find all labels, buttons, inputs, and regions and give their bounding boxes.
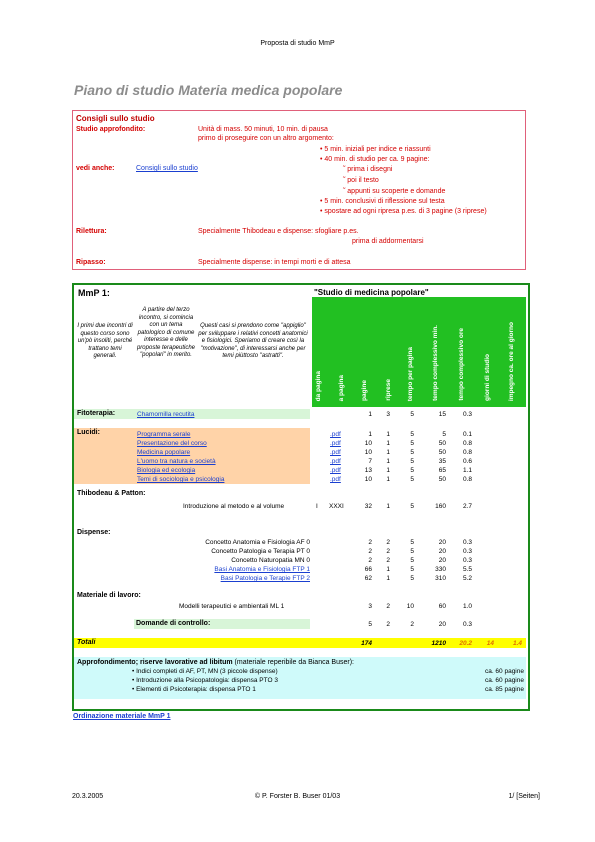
fitoterapia-val-1: 3	[386, 411, 390, 418]
col-tempo-min: tempo complessivo min.	[432, 325, 439, 401]
approf-pages: ca. 60 pagine	[484, 668, 524, 675]
dispense-1-val-2: 5	[410, 548, 414, 555]
lucidi-3-val-2: 5	[410, 458, 414, 465]
materiale-val-0: 3	[368, 603, 372, 610]
dispense-4-val-0: 62	[364, 575, 372, 582]
lucidi-1-val-3: 50	[438, 440, 446, 447]
thibodeau-val-2: 5	[410, 503, 414, 510]
col-da-pagina: da pagina	[315, 370, 322, 401]
dispense-2-val-3: 20	[438, 557, 446, 564]
intro-text-3: Questi casi si prendono come "appiglio" per sviluppare i relativi concetti anatomici e fisiologici. Speriamo di creare così la "motivazione", di interessarsi anche per temi piùttosto "astratti".	[198, 323, 308, 359]
intro-text-2: A partire del terzo incontro, si comincia con un tema patologico di comune interesse e delle proposte terapeutiche "popolari" in merito.	[136, 307, 196, 358]
lucidi-pdf-link[interactable]: .pdf	[330, 431, 341, 438]
sub-1: ˜ prima i disegni	[343, 166, 393, 173]
fitoterapia-val-4: 0.3	[462, 411, 472, 418]
lucidi-2-val-4: 0.8	[462, 449, 472, 456]
col-impegno: impegno ca. ore al giorno	[508, 321, 515, 401]
fitoterapia-val-3: 15	[438, 411, 446, 418]
vedi-label: vedi anche:	[76, 165, 115, 172]
ripasso-label: Ripasso:	[76, 259, 106, 266]
lucidi-0-val-1: 1	[386, 431, 390, 438]
lucidi-2-val-1: 1	[386, 449, 390, 456]
lucidi-3-val-1: 1	[386, 458, 390, 465]
totali-impegno: 1.4	[512, 640, 522, 647]
thibodeau-val-3: 160	[435, 503, 446, 510]
sub-3: ˜ appunti su scoperte e domande	[343, 188, 446, 195]
lucidi-item[interactable]: Programma serale	[137, 431, 191, 438]
col-riprese: riprese	[385, 379, 392, 401]
dispense-2-val-2: 5	[410, 557, 414, 564]
lucidi-2-val-3: 50	[438, 449, 446, 456]
lucidi-2-val-0: 10	[364, 449, 372, 456]
lucidi-5-val-1: 1	[386, 476, 390, 483]
mmp-title: MmP 1:	[78, 288, 110, 298]
fitoterapia-val-0: 1	[368, 411, 372, 418]
studio-line-1: Unità di mass. 50 minuti, 10 min. di pausa	[198, 126, 328, 133]
dispense-3-val-4: 5.5	[462, 566, 472, 573]
bullet-3: • 5 min. conclusivi di riflessione sul testa	[320, 198, 445, 205]
domande-val-4: 0.3	[462, 621, 472, 628]
footer-copyright: © P. Forster B. Buser 01/03	[254, 793, 341, 800]
lucidi-5-val-2: 5	[410, 476, 414, 483]
dispense-4-val-3: 310	[435, 575, 446, 582]
lucidi-5-val-0: 10	[364, 476, 372, 483]
domande-label: Domande di controllo:	[136, 620, 211, 627]
dispense-1-val-0: 2	[368, 548, 372, 555]
dispense-item[interactable]: Basi Anatomia e Fisiologia FTP 1	[214, 566, 310, 573]
materiale-val-2: 10	[406, 603, 414, 610]
thibodeau-val-4: 2.7	[462, 503, 472, 510]
dispense-label: Dispense:	[77, 529, 111, 536]
materiale-val-4: 1.0	[462, 603, 472, 610]
materiale-val-1: 2	[386, 603, 390, 610]
dispense-0-val-0: 2	[368, 539, 372, 546]
dispense-4-val-4: 5.2	[462, 575, 472, 582]
lucidi-0-val-4: 0.1	[462, 431, 472, 438]
lucidi-item[interactable]: Biologia ed ecologia	[137, 467, 196, 474]
dispense-0-val-1: 2	[386, 539, 390, 546]
dispense-item: Concetto Patologia e Terapia PT 0	[211, 548, 310, 555]
mmp-box	[72, 283, 530, 711]
dispense-2-val-1: 2	[386, 557, 390, 564]
mmp-subtitle: "Studio di medicina popolare"	[314, 288, 429, 297]
intro-text-1: I primi due incontri di questo corso sono un'pò insoliti, perché trattano temi generali.	[77, 323, 133, 359]
rilettura-text-2: prima di addormentarsi	[352, 238, 424, 245]
approf-pages: ca. 60 pagine	[484, 677, 524, 684]
dispense-1-val-4: 0.3	[462, 548, 472, 555]
studio-line-2: primo di proseguire con un altro argomento:	[198, 135, 334, 142]
col-giorni: giorni di studio	[484, 354, 491, 401]
thibodeau-to: XXXI	[329, 503, 344, 510]
page-title: Piano di studio Materia medica popolare	[74, 82, 343, 98]
dispense-3-val-2: 5	[410, 566, 414, 573]
dispense-3-val-0: 66	[364, 566, 372, 573]
sub-2: ˜ poi il testo	[343, 177, 379, 184]
dispense-3-val-3: 330	[435, 566, 446, 573]
dispense-1-val-1: 2	[386, 548, 390, 555]
domande-val-0: 5	[368, 621, 372, 628]
lucidi-3-val-3: 35	[438, 458, 446, 465]
lucidi-5-val-3: 50	[438, 476, 446, 483]
dispense-2-val-0: 2	[368, 557, 372, 564]
consigli-box	[72, 110, 526, 270]
thibodeau-label: Thibodeau & Patton:	[77, 490, 146, 497]
col-pagine: pagine	[361, 380, 368, 401]
order-link[interactable]: Ordinazione materiale MmP 1	[73, 713, 171, 720]
lucidi-4-val-1: 1	[386, 467, 390, 474]
lucidi-pdf-link[interactable]: .pdf	[330, 440, 341, 447]
materiale-item: Modelli terapeutici e ambientali ML 1	[179, 603, 285, 610]
dispense-item[interactable]: Basi Patologia e Terapie FTP 2	[220, 575, 310, 582]
lucidi-3-val-4: 0.6	[462, 458, 472, 465]
lucidi-4-val-4: 1.1	[462, 467, 472, 474]
totali-ore: 20.2	[459, 640, 472, 647]
lucidi-4-val-3: 65	[438, 467, 446, 474]
rilettura-text: Specialmente Thibodeau e dispense: sfogliare p.es.	[198, 228, 359, 235]
lucidi-1-val-0: 10	[364, 440, 372, 447]
thibodeau-from: I	[316, 503, 318, 510]
lucidi-label: Lucidi:	[77, 429, 100, 436]
lucidi-item[interactable]: Medicina popolare	[137, 449, 191, 456]
dispense-3-val-1: 1	[386, 566, 390, 573]
approf-item: • Introduzione alla Psicopatologia: dispensa PTO 3	[132, 677, 278, 684]
studio-label: Studio approfondito:	[76, 126, 146, 133]
lucidi-2-val-2: 5	[410, 449, 414, 456]
totali-label: Totali	[77, 639, 96, 646]
bullet-2: • 40 min. di studio per ca. 9 pagine:	[320, 156, 430, 163]
dispense-2-val-4: 0.3	[462, 557, 472, 564]
lucidi-1-val-4: 0.8	[462, 440, 472, 447]
dispense-0-val-2: 5	[410, 539, 414, 546]
lucidi-pdf-link[interactable]: .pdf	[330, 467, 341, 474]
dispense-0-val-4: 0.3	[462, 539, 472, 546]
lucidi-0-val-3: 5	[442, 431, 446, 438]
dispense-1-val-3: 20	[438, 548, 446, 555]
fitoterapia-label: Fitoterapia:	[77, 410, 116, 417]
domande-val-3: 20	[438, 621, 446, 628]
ripasso-text: Specialmente dispense: in tempi morti e di attesa	[198, 259, 351, 266]
page-header: Proposta di studio MmP	[260, 40, 335, 47]
domande-val-2: 2	[410, 621, 414, 628]
thibodeau-val-0: 32	[364, 503, 372, 510]
column-headers	[312, 297, 526, 407]
thibodeau-item: Introduzione al metodo e al volume	[183, 503, 285, 510]
lucidi-4-val-0: 13	[364, 467, 372, 474]
approf-pages: ca. 85 pagine	[484, 686, 524, 693]
dispense-item: Concetto Naturopatia MN 0	[231, 557, 310, 564]
approf-item: • Indici completi di AF, PT, MN (3 piccole dispense)	[132, 668, 278, 675]
thibodeau-val-1: 1	[386, 503, 390, 510]
materiale-val-3: 60	[438, 603, 446, 610]
col-tempo-pagina: tempo per pagina	[407, 346, 414, 401]
lucidi-3-val-0: 7	[368, 458, 372, 465]
totali-giorni: 14	[486, 640, 494, 647]
lucidi-item[interactable]: L'uomo tra natura e società	[137, 458, 216, 465]
materiale-label: Materiale di lavoro:	[77, 592, 141, 599]
approf-title-line: Approfondimento; riserve lavorative ad libitum (materiale reperibile da Bianca Buser):	[77, 659, 354, 666]
bullet-4: • spostare ad ogni ripresa p.es. di 3 pagine (3 riprese)	[320, 208, 487, 215]
dispense-4-val-1: 1	[386, 575, 390, 582]
lucidi-pdf-link[interactable]: .pdf	[330, 458, 341, 465]
footer-date: 20.3.2005	[72, 793, 104, 800]
approf-item: • Elementi di Psicoterapia: dispensa PTO 1	[132, 686, 256, 693]
fitoterapia-item[interactable]: Chamomilla recutita	[137, 411, 195, 418]
lucidi-pdf-link[interactable]: .pdf	[330, 476, 341, 483]
col-tempo-ore: tempo complessivo ore	[458, 328, 465, 401]
dispense-item: Concetto Anatomia e Fisiologia AF 0	[205, 539, 310, 546]
vedi-link[interactable]: Consigli sullo studio	[136, 165, 198, 172]
dispense-4-val-2: 5	[410, 575, 414, 582]
fitoterapia-val-2: 5	[410, 411, 414, 418]
bullet-1: • 5 min. iniziali per indice e riassunti	[320, 146, 431, 153]
rilettura-label: Rilettura:	[76, 228, 107, 235]
consigli-title: Consigli sullo studio	[76, 114, 155, 123]
lucidi-4-val-2: 5	[410, 467, 414, 474]
lucidi-item[interactable]: Temi di sociologia e psicologia	[137, 476, 225, 483]
lucidi-1-val-2: 5	[410, 440, 414, 447]
lucidi-5-val-4: 0.8	[462, 476, 472, 483]
lucidi-1-val-1: 1	[386, 440, 390, 447]
lucidi-0-val-0: 1	[368, 431, 372, 438]
domande-val-1: 2	[386, 621, 390, 628]
lucidi-item[interactable]: Presentazione del corso	[137, 440, 207, 447]
footer-page: 1/ [Seiten]	[508, 793, 540, 800]
lucidi-0-val-2: 5	[410, 431, 414, 438]
totali-pagine: 174	[361, 640, 372, 647]
col-a-pagina: a pagina	[338, 374, 345, 401]
totali-min: 1210	[431, 640, 446, 647]
dispense-0-val-3: 20	[438, 539, 446, 546]
lucidi-pdf-link[interactable]: .pdf	[330, 449, 341, 456]
